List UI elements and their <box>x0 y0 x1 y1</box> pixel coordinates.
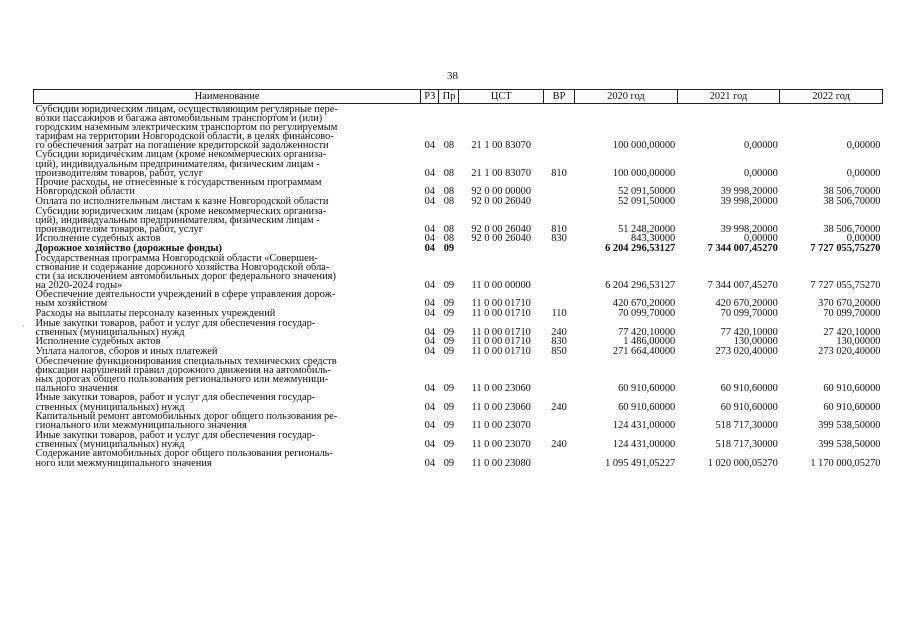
row-cst: 11 0 00 01710 <box>471 336 531 348</box>
row-value-2020: 100 000,00000 <box>612 139 676 151</box>
row-vr <box>543 449 574 468</box>
row-rz: 04 <box>424 382 435 394</box>
row-value-2022: 38 506,70000 <box>823 195 881 207</box>
table-row <box>34 356 883 393</box>
row-name-line: Уплата налогов, сборов и иных платежей <box>35 345 218 357</box>
table-row <box>34 393 883 412</box>
row-value-2021: 0,00000 <box>744 233 778 245</box>
row-value-2022: 38 506,70000 <box>823 186 881 198</box>
row-pr: 09 <box>443 242 455 254</box>
row-name-line: Субсидии юридическим лицам (кроме некоммерческих организа- <box>35 205 327 217</box>
row-name-line: тарифам на территории Новгородской области, в целях финансово- <box>35 130 334 142</box>
row-name-line: ственных (муниципальных) нужд <box>35 326 185 338</box>
row-value-2021: 518 717,30000 <box>715 438 778 450</box>
row-name <box>34 150 421 178</box>
row-value-2021: 1 020 000,05270 <box>707 457 778 469</box>
row-value-2022: 273 020,40000 <box>818 345 881 357</box>
row-cst: 11 0 00 01710 <box>471 298 531 310</box>
row-value-2021: 39 998,20000 <box>720 195 778 207</box>
row-name-line: ных дорогах общего пользования регионального или межмуници- <box>35 373 329 385</box>
row-name <box>34 346 421 356</box>
table-row <box>34 309 883 319</box>
row-value-2022: 130,00000 <box>836 336 881 348</box>
row-vr: 850 <box>551 345 567 357</box>
row-value-2020: 420 670,20000 <box>612 298 676 310</box>
row-value-2021: 273 020,40000 <box>715 345 778 357</box>
row-name-line: Иные закупки товаров, работ и услуг для обеспечения государ- <box>35 392 316 404</box>
row-name-line: Субсидии юридическим лицам (кроме некоммерческих организа- <box>35 149 327 161</box>
row-rz: 04 <box>424 223 435 235</box>
row-name-line: ствование и содержание дорожного хозяйства Новгородской обла- <box>35 261 330 273</box>
row-rz: 04 <box>424 233 435 245</box>
row-cst: 92 0 00 26040 <box>471 195 532 207</box>
row-vr: 240 <box>551 438 567 450</box>
row-pr: 08 <box>443 167 455 179</box>
row-value-2021: 0,00000 <box>744 139 778 151</box>
row-vr: 830 <box>551 336 567 348</box>
row-name <box>34 393 421 412</box>
row-cst: 21 1 00 83070 <box>471 139 532 151</box>
table-body <box>34 104 883 468</box>
row-value-2022: 60 910,60000 <box>823 382 881 394</box>
row-pr: 09 <box>443 326 455 338</box>
row-vr <box>543 243 574 253</box>
row-name-line: ций), индивидуальным предпринимателям, физическим лицам - <box>35 158 320 170</box>
row-value-2021: 7 344 007,45270 <box>707 279 778 291</box>
row-name <box>34 104 421 150</box>
row-cst <box>459 243 543 253</box>
row-rz: 04 <box>424 186 435 198</box>
row-value-2021: 420 670,20000 <box>715 298 778 310</box>
row-vr <box>543 196 574 206</box>
row-name-line: Государственная программа Новгородской области «Совершен- <box>35 252 318 264</box>
table-row <box>34 178 883 197</box>
table-row <box>34 346 883 356</box>
row-name-line: Дорожное хозяйство (дорожные фонды) <box>35 242 222 254</box>
row-name-line: сти (за исключением автомобильных дорог федерального значения) <box>35 270 336 282</box>
row-name-line: ного или межмуниципального значения <box>35 457 212 469</box>
row-name <box>34 196 421 206</box>
row-name <box>34 337 421 347</box>
row-name <box>34 206 421 234</box>
row-value-2021: 0,00000 <box>744 167 778 179</box>
row-value-2022: 1 170 000,05270 <box>810 457 881 469</box>
row-name-line: фиксации нарушений правил дорожного движения на автомобиль- <box>35 364 331 376</box>
row-pr: 08 <box>443 139 455 151</box>
row-name-line: производителям товаров, работ, услуг <box>35 223 204 235</box>
row-vr <box>543 356 574 393</box>
row-pr: 09 <box>443 308 455 320</box>
row-cst: 92 0 00 26040 <box>471 223 532 235</box>
row-value-2021: 130,00000 <box>733 336 778 348</box>
row-pr: 09 <box>443 438 455 450</box>
row-name-line: Содержание автомобильных дорог общего пользования региональ- <box>35 448 333 460</box>
row-value-2022: 0,00000 <box>846 167 881 179</box>
row-vr: 830 <box>551 233 567 245</box>
row-cst: 21 1 00 83070 <box>471 167 532 179</box>
row-name-line: ственных (муниципальных) нужд <box>35 438 185 450</box>
row-rz: 04 <box>424 167 435 179</box>
row-value-2022: 0,00000 <box>846 233 881 245</box>
row-name-line: Капитальный ремонт автомобильных дорог общего пользования ре- <box>35 411 338 423</box>
row-value-2022: 70 099,70000 <box>823 308 881 320</box>
header-rz: РЗ <box>421 90 439 104</box>
row-value-2020: 843,30000 <box>631 233 676 245</box>
row-name <box>34 234 421 244</box>
row-name-line: Иные закупки товаров, работ и услуг для обеспечения государ- <box>35 317 316 329</box>
row-value-2020: 271 664,40000 <box>612 345 676 357</box>
row-rz: 04 <box>424 195 435 207</box>
row-rz: 04 <box>424 457 435 469</box>
row-rz: 04 <box>424 298 435 310</box>
header-2020: 2020 год <box>575 90 678 104</box>
header-pr: Пр <box>439 90 459 104</box>
row-name-line: ственных (муниципальных) нужд <box>35 401 185 413</box>
table-row <box>34 206 883 234</box>
row-name-line: Прочие расходы, не отнесенные к государственным программам <box>35 177 322 189</box>
row-pr: 09 <box>443 401 455 413</box>
row-pr: 09 <box>443 336 455 348</box>
row-name-line: возки пассажиров и багажа автомобильным транспортом и (или) <box>35 112 323 124</box>
row-cst: 11 0 00 23070 <box>471 420 531 432</box>
row-value-2021: 518 717,30000 <box>715 420 778 432</box>
table-row <box>34 196 883 206</box>
row-value-2020: 60 910,60000 <box>618 382 676 394</box>
row-name-line: городским наземным электрическим транспортом по регулируемым <box>35 121 338 133</box>
row-name-line: Исполнение судебных актов <box>35 336 161 348</box>
table-row <box>34 337 883 347</box>
row-name-line: Исполнение судебных актов <box>35 233 161 245</box>
row-cst: 11 0 00 23060 <box>471 401 531 413</box>
row-value-2022: 7 727 055,75270 <box>810 279 881 291</box>
row-rz: 04 <box>424 139 435 151</box>
margin-mark: · <box>22 322 25 331</box>
row-rz: 04 <box>424 279 435 291</box>
row-cst: 92 0 00 00000 <box>471 186 532 198</box>
row-cst: 11 0 00 01710 <box>471 308 531 320</box>
row-pr: 08 <box>443 223 455 235</box>
row-vr: 810 <box>551 223 567 235</box>
table-row <box>34 412 883 431</box>
row-rz: 04 <box>424 420 435 432</box>
row-value-2022: 399 538,50000 <box>818 438 881 450</box>
page-number: 38 <box>447 70 458 82</box>
row-pr: 08 <box>443 233 455 245</box>
table-row <box>34 253 883 290</box>
row-vr: 240 <box>551 401 567 413</box>
header-2022: 2022 год <box>780 90 883 104</box>
row-rz: 04 <box>424 345 435 357</box>
row-pr: 09 <box>443 420 455 432</box>
row-name-line: на 2020-2024 годы» <box>35 279 123 291</box>
row-name-line: Субсидии юридическим лицам, осуществляющим регулярные пере- <box>35 103 338 115</box>
row-vr <box>543 253 574 290</box>
row-name-line: Оплата по исполнительным листам к казне Новгородской области <box>35 195 329 207</box>
row-name <box>34 449 421 468</box>
row-cst: 11 0 00 23070 <box>471 438 531 450</box>
row-value-2021: 60 910,60000 <box>720 401 778 413</box>
table-row <box>34 104 883 150</box>
row-cst: 11 0 00 00000 <box>471 279 531 291</box>
row-rz: 04 <box>424 326 435 338</box>
row-pr: 08 <box>443 195 455 207</box>
row-name <box>34 430 421 449</box>
row-vr: 810 <box>551 167 567 179</box>
row-vr: 110 <box>551 308 567 320</box>
row-value-2021: 60 910,60000 <box>720 382 778 394</box>
row-name <box>34 356 421 393</box>
row-name-line: Обеспечение функционирования специальных технических средств <box>35 355 337 367</box>
header-2021: 2021 год <box>677 90 780 104</box>
table-row <box>34 234 883 244</box>
row-cst: 11 0 00 01710 <box>471 345 531 357</box>
row-name <box>34 290 421 309</box>
row-pr: 09 <box>443 279 455 291</box>
row-name <box>34 309 421 319</box>
row-rz: 04 <box>424 308 435 320</box>
row-pr: 09 <box>443 345 455 357</box>
row-value-2022: 27 420,10000 <box>823 326 881 338</box>
row-name-line: Расходы на выплаты персоналу казенных учреждений <box>35 308 276 320</box>
row-vr <box>543 104 574 150</box>
table-row <box>34 430 883 449</box>
row-value-2022: 0,00000 <box>846 139 881 151</box>
row-vr: 240 <box>551 326 567 338</box>
row-value-2020: 124 431,00000 <box>612 420 676 432</box>
row-value-2022: 399 538,50000 <box>818 420 881 432</box>
row-cst: 11 0 00 23080 <box>471 457 531 469</box>
row-value-2020: 6 204 296,53127 <box>605 279 676 291</box>
row-rz: 04 <box>424 438 435 450</box>
row-value-2021: 39 998,20000 <box>720 186 778 198</box>
row-name <box>34 243 421 253</box>
row-value-2020: 1 095 491,05227 <box>605 457 676 469</box>
row-value-2020: 70 099,70000 <box>618 308 676 320</box>
row-value-2022: 38 506,70000 <box>823 223 881 235</box>
row-name <box>34 253 421 290</box>
table-header <box>34 90 883 104</box>
row-name <box>34 318 421 337</box>
row-value-2020: 52 091,50000 <box>618 186 676 198</box>
row-pr: 09 <box>443 298 455 310</box>
row-name <box>34 412 421 431</box>
row-value-2020: 6 204 296,53127 <box>605 242 676 254</box>
row-value-2020: 100 000,00000 <box>612 167 676 179</box>
row-value-2021: 70 099,70000 <box>720 308 778 320</box>
row-cst: 92 0 00 26040 <box>471 233 532 245</box>
row-pr: 08 <box>443 186 455 198</box>
row-name-line: ций), индивидуальным предпринимателям, физическим лицам - <box>35 214 320 226</box>
row-name-line: производителям товаров, работ, услуг <box>35 167 204 179</box>
header-vr: ВР <box>543 90 574 104</box>
header-name: Наименование <box>34 90 421 104</box>
row-rz: 04 <box>424 242 435 254</box>
row-rz: 04 <box>424 336 435 348</box>
table-row <box>34 150 883 178</box>
row-name-line: ным хозяйством <box>35 298 108 310</box>
row-value-2021: 39 998,20000 <box>720 223 778 235</box>
row-rz: 04 <box>424 401 435 413</box>
row-value-2020: 52 091,50000 <box>618 195 676 207</box>
row-cst: 11 0 00 01710 <box>471 326 531 338</box>
budget-table <box>33 89 883 468</box>
row-name-line: гионального или межмуниципального значения <box>35 420 247 432</box>
row-value-2022: 370 670,20000 <box>818 298 881 310</box>
row-value-2020: 51 248,20000 <box>618 223 676 235</box>
row-pr: 09 <box>443 457 455 469</box>
row-name <box>34 178 421 197</box>
row-name-line: Обеспечение деятельности учреждений в сфере управления дорож- <box>35 289 336 301</box>
header-cst: ЦСТ <box>459 90 543 104</box>
row-value-2022: 7 727 055,75270 <box>810 242 881 254</box>
row-value-2020: 77 420,10000 <box>618 326 676 338</box>
row-vr <box>543 412 574 431</box>
row-cst: 11 0 00 23060 <box>471 382 531 394</box>
row-name-line: пального значения <box>35 382 118 394</box>
row-value-2020: 124 431,00000 <box>612 438 676 450</box>
table-row <box>34 243 883 253</box>
row-vr <box>543 178 574 197</box>
table-row <box>34 318 883 337</box>
row-value-2021: 7 344 007,45270 <box>707 242 778 254</box>
row-name-line: Новгородской области <box>35 186 135 198</box>
table-row <box>34 290 883 309</box>
table-row <box>34 449 883 468</box>
row-pr: 09 <box>443 382 455 394</box>
row-value-2021: 77 420,10000 <box>720 326 778 338</box>
row-name-line: Иные закупки товаров, работ и услуг для обеспечения государ- <box>35 429 316 441</box>
row-value-2020: 1 486,00000 <box>623 336 676 348</box>
row-value-2022: 60 910,60000 <box>823 401 881 413</box>
row-name-line: го обеспечения затрат на погашение кредиторской задолженности <box>35 139 329 151</box>
row-value-2020: 60 910,60000 <box>618 401 676 413</box>
row-vr <box>543 290 574 309</box>
